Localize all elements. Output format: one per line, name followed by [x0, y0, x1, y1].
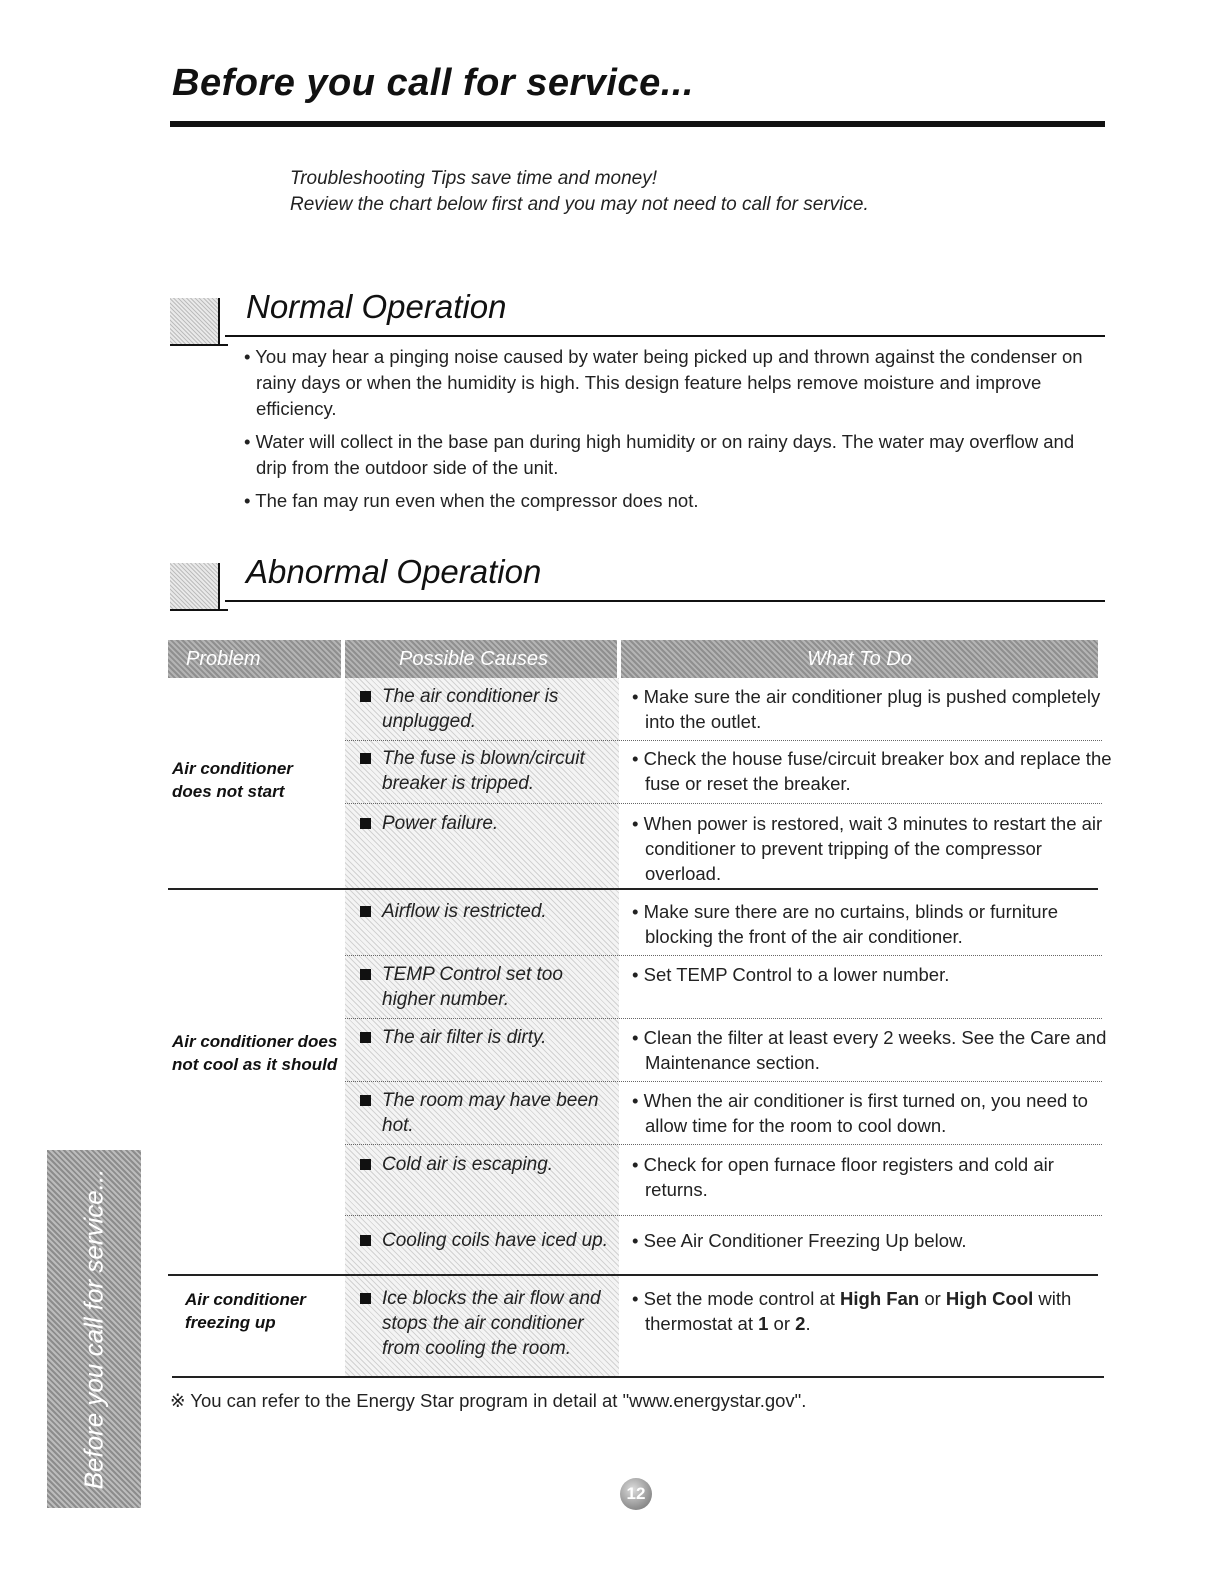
bullet-item: • Water will collect in the base pan during high humidity or on rainy days. The water may overflow and drip from the outdoor side of the unit. — [244, 431, 1075, 478]
intro — [290, 166, 869, 218]
problem-does-not-start: Air conditioner does not start — [172, 759, 293, 801]
cause-power-failure: Power failure. — [360, 811, 615, 836]
row-divider — [345, 1144, 1102, 1145]
todo-text: . — [805, 1313, 811, 1334]
row-divider — [345, 740, 1102, 741]
side-tab-label: Before you call for service... — [78, 1168, 109, 1490]
row-divider — [345, 803, 1102, 804]
cause-coils-iced: Cooling coils have iced up. — [360, 1228, 615, 1253]
cause-unplugged: The air conditioner is unplugged. — [360, 684, 615, 734]
mode-high-fan: High Fan — [840, 1288, 920, 1309]
bullet-item: • The fan may run even when the compressor does not. — [244, 490, 699, 511]
cause-room-hot: The room may have been hot. — [360, 1088, 615, 1138]
todo-coils-iced: • See Air Conditioner Freezing Up below. — [632, 1230, 967, 1251]
bullet-item: • You may hear a pinging noise caused by water being picked up and thrown against the condenser on rainy days or when the humidity is high. This design feature helps remove moisture and improve efficiency. — [244, 346, 1083, 419]
todo-airflow-restricted: • Make sure there are no curtains, blinds or furniture blocking the front of the air conditioner. — [632, 901, 1059, 947]
section-rule — [225, 335, 1105, 337]
normal-operation-header — [170, 288, 1105, 348]
thermostat-value-1: 1 — [758, 1313, 769, 1334]
todo-text: or — [768, 1313, 796, 1334]
title-rule — [170, 121, 1105, 127]
section-marker-icon — [170, 298, 220, 346]
todo-cold-air-escaping: • Check for open furnace floor registers and cold air returns. — [632, 1154, 1054, 1200]
mode-high-cool: High Cool — [945, 1288, 1034, 1309]
row-divider — [345, 1215, 1102, 1216]
page-number: 12 — [620, 1478, 652, 1510]
problem-does-not-cool: Air conditioner does not cool as it should — [172, 1032, 338, 1074]
table-bottom-rule — [172, 1376, 1104, 1378]
section-rule — [225, 600, 1105, 602]
todo-room-hot: • When the air conditioner is first turned on, you need to allow time for the room to cool down. — [632, 1090, 1088, 1136]
todo-text: or — [919, 1288, 946, 1309]
row-divider — [345, 955, 1102, 956]
thermostat-value-2: 2 — [795, 1313, 806, 1334]
cause-fuse-blown: The fuse is blown/circuit breaker is tripped. — [360, 746, 615, 796]
intro-line-1: Troubleshooting Tips save time and money! — [290, 168, 658, 189]
todo-freezing-up — [632, 1286, 1117, 1336]
todo-text: • Set the mode control at — [632, 1288, 841, 1309]
row-divider — [345, 1018, 1102, 1019]
cause-airflow-restricted: Airflow is restricted. — [360, 899, 615, 924]
normal-operation-title: Normal Operation — [246, 288, 507, 325]
group-divider — [168, 1274, 1098, 1276]
group-divider — [168, 888, 1098, 890]
row-divider — [345, 1081, 1102, 1082]
abnormal-operation-title: Abnormal Operation — [246, 553, 542, 590]
problem-freezing-up: Air conditioner freezing up — [185, 1290, 306, 1332]
todo-power-failure: • When power is restored, wait 3 minutes to restart the air conditioner to prevent tripping of the compressor overload. — [632, 813, 1103, 884]
page-title: Before you call for service... — [172, 62, 694, 104]
normal-operation-bullets — [244, 344, 1104, 521]
todo-unplugged: • Make sure the air conditioner plug is pushed completely into the outlet. — [632, 686, 1101, 732]
todo-fuse-blown: • Check the house fuse/circuit breaker box and replace the fuse or reset the breaker. — [632, 748, 1112, 794]
header-possible-causes: Possible Causes — [345, 640, 617, 678]
cause-temp-control: TEMP Control set too higher number. — [360, 962, 615, 1012]
abnormal-operation-header — [170, 553, 1105, 613]
footnote: ※ You can refer to the Energy Star program in detail at "www.energystar.gov". — [170, 1390, 807, 1411]
cause-ice-blocks: Ice blocks the air flow and stops the air conditioner from cooling the room. — [360, 1286, 615, 1361]
todo-filter-dirty: • Clean the filter at least every 2 weeks. See the Care and Maintenance section. — [632, 1027, 1107, 1073]
intro-line-2: Review the chart below first and you may not need to call for service. — [290, 194, 869, 215]
cause-cold-air-escaping: Cold air is escaping. — [360, 1152, 615, 1177]
section-marker-icon — [170, 563, 220, 611]
cause-filter-dirty: The air filter is dirty. — [360, 1025, 615, 1050]
side-tab — [47, 1150, 141, 1508]
header-problem: Problem — [168, 640, 341, 678]
todo-text: with thermostat at — [645, 1288, 1072, 1334]
todo-temp-control: • Set TEMP Control to a lower number. — [632, 964, 950, 985]
header-what-to-do: What To Do — [621, 640, 1098, 678]
